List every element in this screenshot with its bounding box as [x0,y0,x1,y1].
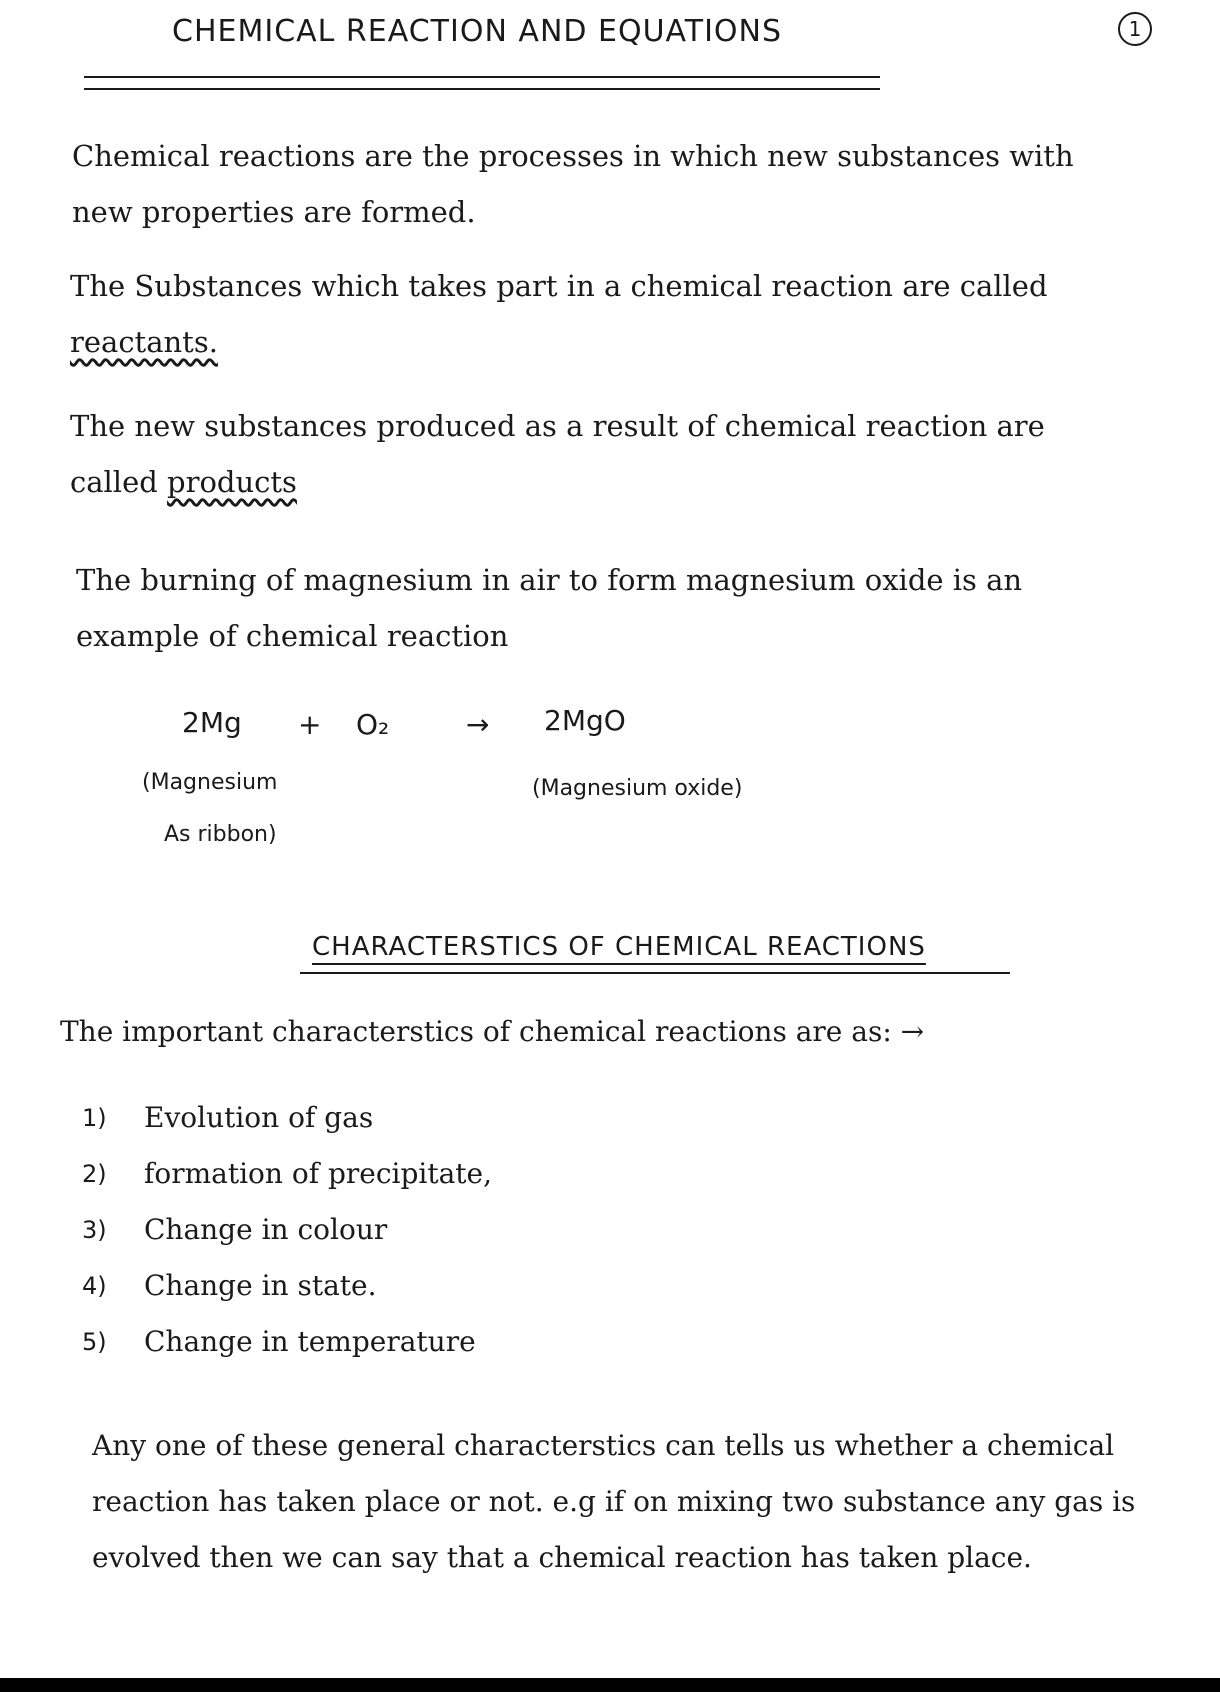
equation-plus: + [298,708,322,741]
list-item-number: 1) [82,1104,107,1132]
products-text: The new substances produced as a result of chemical reaction are called [70,409,1045,499]
page-bottom-edge [0,1678,1220,1692]
reactants-text: The Substances which takes part in a chemical reaction are called [70,269,1048,303]
characteristics-intro: The important characterstics of chemical reactions are as: → [60,1015,925,1048]
products-term: products [167,465,297,499]
reactants-term: reactants. [70,325,218,359]
characteristics-list [82,1090,492,1370]
equation-arrow: → [466,708,490,741]
reactant-note-line1: (Magnesium [142,770,278,795]
equation-reactant-oxygen: O₂ [356,708,390,741]
reactant-note-line2: As ribbon) [164,822,277,847]
list-item-number: 2) [82,1160,107,1188]
list-item-text: Change in state. [144,1269,377,1302]
conclusion-paragraph: Any one of these general characterstics can tells us whether a chemical reaction has taken place or not. e.g if on mixing two substance any gas is evolved then we can say that a chemical reaction has taken place. [92,1429,1136,1574]
heading-underline [300,972,1010,974]
equation-product: 2MgO [544,704,626,737]
list-item-text: Change in colour [144,1213,388,1246]
equation-reactant-magnesium: 2Mg [182,706,242,739]
list-item-number: 4) [82,1272,107,1300]
list-item [82,1090,492,1146]
list-item-text: Change in temperature [144,1325,476,1358]
list-item [82,1314,492,1370]
list-item-text: formation of precipitate, [144,1157,493,1190]
page-title: CHEMICAL REACTION AND EQUATIONS [172,14,783,49]
example-paragraph: The burning of magnesium in air to form magnesium oxide is an example of chemical reaction [76,563,1023,653]
list-item [82,1146,492,1202]
reactants-paragraph [70,258,1130,370]
list-item [82,1202,492,1258]
list-item [82,1258,492,1314]
products-paragraph [70,398,1130,510]
title-underline-bottom [84,88,880,90]
page-number: 1 [1118,12,1152,46]
list-item-number: 5) [82,1328,107,1356]
list-item-number: 3) [82,1216,107,1244]
characteristics-heading: CHARACTERSTICS OF CHEMICAL REACTIONS [312,932,926,962]
list-item-text: Evolution of gas [144,1101,374,1134]
definition-paragraph: Chemical reactions are the processes in which new substances with new properties are formed. [72,139,1074,229]
product-note: (Magnesium oxide) [532,776,743,801]
title-underline-top [84,76,880,78]
